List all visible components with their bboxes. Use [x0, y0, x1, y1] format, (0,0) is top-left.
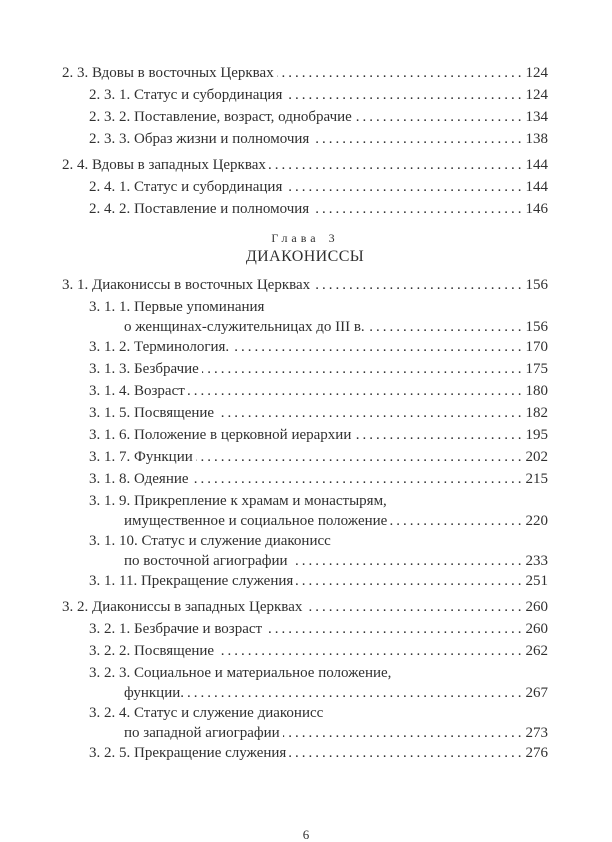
dot-leader [312, 128, 524, 150]
toc-entry-line [62, 618, 548, 640]
toc-entry-title: 3. 2. Диакониссы в западных Церквах [62, 599, 303, 615]
toc-entry-line [62, 176, 548, 198]
toc-entry-title: 3. 1. 11. Прекращение служения [89, 573, 294, 589]
dot-leader [202, 358, 525, 380]
toc-entry-title: 2. 4. Вдовы в западных Церквах [62, 157, 266, 173]
toc-entry [62, 640, 548, 662]
dot-leader [296, 570, 524, 592]
dot-leader [188, 380, 525, 402]
toc-entry-page: 260 [525, 621, 548, 637]
toc-entry [62, 358, 548, 380]
toc-entry-line [62, 358, 548, 380]
toc-entry-page: 144 [525, 157, 548, 173]
dot-leader [291, 552, 525, 570]
toc-entry-line [62, 84, 548, 106]
toc-entry [62, 662, 548, 702]
toc-entry-title: 2. 4. 1. Статус и субординация [89, 179, 283, 195]
toc-entry-title: 3. 1. Диакониссы в восточных Церквах [62, 277, 311, 293]
dot-leader [368, 318, 525, 336]
toc-entry-title: функции. [124, 685, 184, 701]
toc-entry-title: 3. 2. 5. Прекращение служения [89, 745, 287, 761]
toc-entry-line [62, 468, 548, 490]
toc-entry-page: 202 [525, 449, 548, 465]
toc-entry-page: 215 [525, 471, 548, 487]
toc-entry-page: 180 [525, 383, 548, 399]
dot-leader [217, 640, 524, 662]
toc-entry-line [62, 530, 548, 552]
dot-leader [269, 154, 525, 176]
dot-leader [289, 742, 524, 764]
toc-entry-title: 3. 1. 8. Одеяние [89, 471, 189, 487]
toc-entry-line [62, 446, 548, 468]
toc-entry-page: 124 [525, 65, 548, 81]
toc-entry-title: 3. 1. 10. Статус и служение диаконисс [89, 533, 331, 549]
toc-entry-title: 3. 1. 1. Первые упоминания [89, 299, 265, 315]
toc-entry [62, 336, 548, 358]
chapter-kicker: Глава 3 [271, 231, 339, 245]
toc-entry-page: 182 [525, 405, 548, 421]
dot-leader [285, 176, 524, 198]
dot-leader [217, 402, 524, 424]
toc-entry-title: 3. 1. 4. Возраст [89, 383, 185, 399]
toc-entry-title: 3. 1. 9. Прикрепление к храмам и монастырям, [89, 493, 387, 509]
toc-entry-title: 3. 2. 2. Посвящение [89, 643, 215, 659]
toc-entry-line [62, 570, 548, 592]
toc-entry [62, 154, 548, 176]
toc-entry-title: 3. 2. 4. Статус и служение диаконисс [89, 705, 324, 721]
toc-entry-page: 267 [525, 685, 548, 701]
toc-entry-page: 170 [525, 339, 548, 355]
toc-entry-title: 3. 1. 5. Посвящение [89, 405, 215, 421]
toc-entry-line [62, 552, 548, 570]
toc-entry-line [62, 724, 548, 742]
toc-entry-line [62, 742, 548, 764]
toc-entry-title: 3. 1. 3. Безбрачие [89, 361, 199, 377]
toc-entry-line [62, 402, 548, 424]
toc-entry-title: 3. 1. 6. Положение в церковной иерархии [89, 427, 352, 443]
toc-entry [62, 296, 548, 336]
dot-leader [312, 198, 524, 220]
toc-entry-page: 251 [525, 573, 548, 589]
toc-entry-line [62, 596, 548, 618]
toc-entry-line [62, 640, 548, 662]
toc-entry-page: 233 [525, 553, 548, 569]
toc-entry [62, 198, 548, 220]
toc-entry-page: 156 [525, 319, 548, 335]
toc-entry [62, 596, 548, 618]
toc-entry-line [62, 662, 548, 684]
toc-entry-line [62, 512, 548, 530]
toc-entry [62, 702, 548, 742]
chapter-heading [62, 230, 548, 267]
toc-entry [62, 446, 548, 468]
toc-entry-title: 2. 3. 2. Поставление, возраст, однобрачие [89, 109, 352, 125]
toc-entry-line [62, 490, 548, 512]
dot-leader [390, 512, 524, 530]
toc-entry [62, 530, 548, 570]
dot-leader [354, 424, 524, 446]
toc-entry-line [62, 424, 548, 446]
toc-entry [62, 402, 548, 424]
toc-entry-page: 273 [525, 725, 548, 741]
toc-entry-page: 124 [525, 87, 548, 103]
toc-entry-page: 138 [525, 131, 548, 147]
dot-leader [265, 618, 524, 640]
toc-entry-page: 144 [525, 179, 548, 195]
toc-entry-page: 276 [525, 745, 548, 761]
toc-entry-line [62, 318, 548, 336]
toc-entry [62, 128, 548, 150]
toc-entry-title: 3. 1. 2. Терминология. [89, 339, 230, 355]
toc-entry-page: 134 [525, 109, 548, 125]
dot-leader [192, 468, 525, 490]
toc-entry-line [62, 684, 548, 702]
toc-entry [62, 62, 548, 84]
toc-entry-page: 195 [525, 427, 548, 443]
toc-entry-title: 2. 3. 1. Статус и субординация [89, 87, 283, 103]
toc-entry-line [62, 128, 548, 150]
toc-entry-title: 2. 3. Вдовы в восточных Церквах [62, 65, 274, 81]
toc-entry-title: 3. 2. 1. Безбрачие и возраст [89, 621, 263, 637]
toc-entry-page: 156 [525, 277, 548, 293]
toc-entry-line [62, 296, 548, 318]
toc-entry [62, 380, 548, 402]
toc-entry-line [62, 62, 548, 84]
dot-leader [355, 106, 525, 128]
toc-entry [62, 490, 548, 530]
toc-entry-page: 146 [525, 201, 548, 217]
dot-leader [196, 446, 525, 468]
toc-entry [62, 176, 548, 198]
toc-entry [62, 742, 548, 764]
dot-leader [285, 84, 524, 106]
toc-entry [62, 106, 548, 128]
dot-leader [283, 724, 525, 742]
toc-entry-title: 3. 1. 7. Функции [89, 449, 193, 465]
chapter-title: ДИАКОНИССЫ [245, 248, 365, 265]
toc-entry-line [62, 198, 548, 220]
toc-entry [62, 274, 548, 296]
dot-leader [232, 336, 524, 358]
toc-entry-title: по восточной агиографии [124, 553, 288, 569]
toc-entry-line [62, 702, 548, 724]
toc-entry [62, 424, 548, 446]
toc-entry-page: 262 [525, 643, 548, 659]
toc-entry-page: 260 [525, 599, 548, 615]
dot-leader [277, 62, 525, 84]
toc-entry [62, 468, 548, 490]
toc-entry-title: 2. 3. 3. Образ жизни и полномочия [89, 131, 310, 147]
toc-entry-line [62, 154, 548, 176]
toc-entry [62, 84, 548, 106]
dot-leader [187, 684, 525, 702]
toc-entry-title: о женщинах-служительницах до III в. [124, 319, 365, 335]
toc-entry-page: 175 [525, 361, 548, 377]
toc-entry [62, 570, 548, 592]
dot-leader [313, 274, 524, 296]
toc-entry-title: 3. 2. 3. Социальное и материальное положение, [89, 665, 392, 681]
toc-entry-page: 220 [525, 513, 548, 529]
toc-entry-title: имущественное и социальное положение [124, 513, 388, 529]
toc-entry-line [62, 336, 548, 358]
toc-entry [62, 618, 548, 640]
dot-leader [305, 596, 524, 618]
toc-entry-line [62, 274, 548, 296]
toc-entry-title: 2. 4. 2. Поставление и полномочия [89, 201, 310, 217]
toc-entry-line [62, 380, 548, 402]
toc-entry-title: по западной агиографии [124, 725, 280, 741]
toc-entry-line [62, 106, 548, 128]
toc-list [62, 62, 548, 764]
page-number: 6 [302, 827, 310, 842]
